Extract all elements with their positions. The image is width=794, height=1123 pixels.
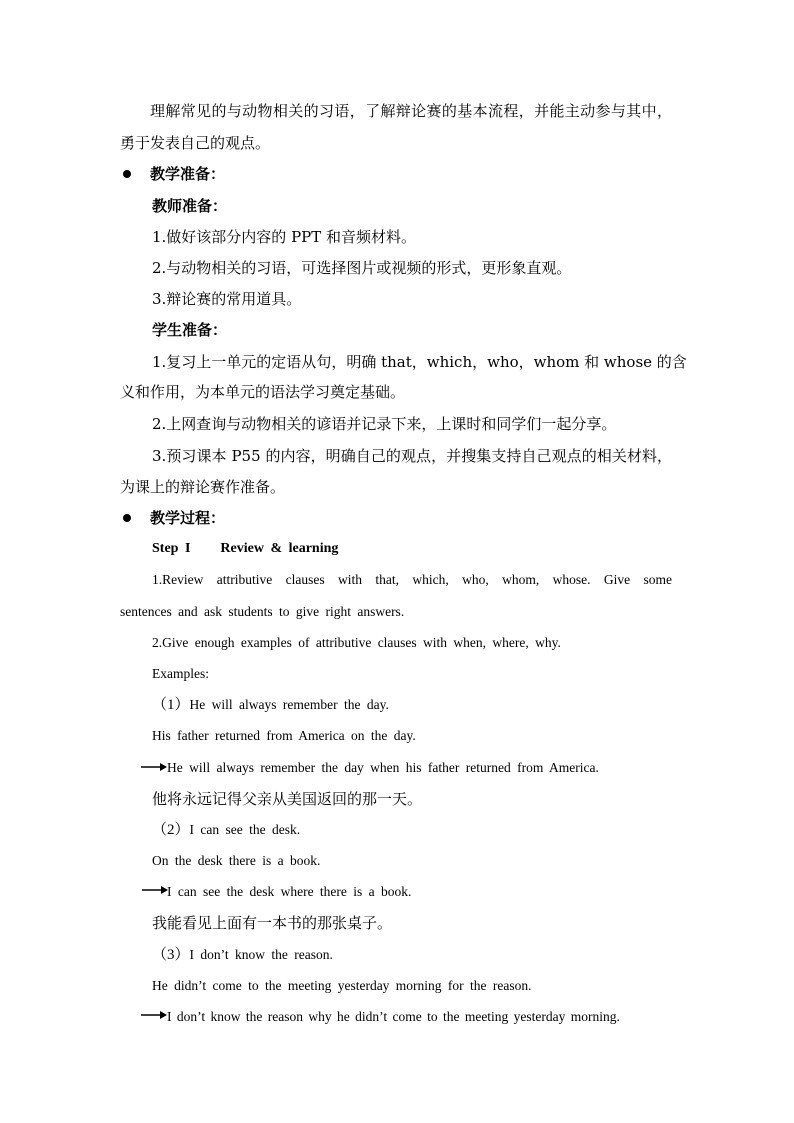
process-heading: 教学过程： — [150, 509, 226, 527]
student-item-2: 2.上网查询与动物相关的谚语并记录下来，上课时和同学们一起分享。 — [152, 415, 617, 433]
example-1-sentence-b: His father returned from America on the day. — [152, 728, 416, 743]
teacher-item-1: 1.做好该部分内容的 PPT 和音频材料。 — [152, 228, 417, 246]
student-item-1-line-1: 1.复习上一单元的定语从句，明确 that，which，who，whom 和 whose 的含 — [152, 353, 687, 371]
example-1-sentence-a: （1）He will always remember the day. — [152, 697, 389, 713]
bullet-icon — [123, 514, 131, 522]
prep-heading: 教学准备： — [150, 165, 226, 183]
arrow-right-icon — [142, 885, 168, 895]
example-2-sentence-a: （2）I can see the desk. — [152, 822, 301, 838]
student-item-3-line-1: 3.预习课本 P55 的内容，明确自己的观点，并搜集支持自己观点的相关材料， — [152, 447, 672, 465]
example-1-chinese: 他将永远记得父亲从美国返回的那一天。 — [152, 790, 423, 808]
intro-line-2: 勇于发表自己的观点。 — [120, 134, 271, 152]
arrow-right-icon — [141, 1010, 167, 1020]
teacher-prep-heading: 教师准备： — [152, 197, 228, 215]
example-3-combined: I don’t know the reason why he didn’t come to the meeting yesterday morning. — [167, 1009, 620, 1024]
process-item-1-line-2: sentences and ask students to give right answers. — [120, 604, 405, 619]
bullet-icon — [123, 170, 131, 178]
student-item-1-line-2: 义和作用，为本单元的语法学习奠定基础。 — [120, 383, 406, 401]
process-item-2: 2.Give enough examples of attributive clauses with when, where, why. — [152, 635, 561, 650]
example-2-chinese: 我能看见上面有一本书的那张桌子。 — [152, 914, 393, 932]
intro-line-1: 理解常见的与动物相关的习语，了解辩论赛的基本流程，并能主动参与其中， — [150, 102, 672, 120]
step-title: Review & learning — [220, 541, 339, 556]
example-3-sentence-a: （3）I don’t know the reason. — [152, 947, 333, 963]
teacher-item-3: 3.辩论赛的常用道具。 — [152, 290, 302, 308]
example-2-sentence-b: On the desk there is a book. — [152, 853, 321, 868]
example-1-combined: He will always remember the day when his father returned from America. — [167, 760, 599, 775]
step-heading — [152, 539, 338, 559]
example-1-number: （1） — [152, 697, 190, 713]
step-label: Step I — [152, 541, 191, 556]
teacher-item-2: 2.与动物相关的习语，可选择图片或视频的形式，更形象直观。 — [152, 259, 572, 277]
example-3-sentence-b: He didn’t come to the meeting yesterday morning for the reason. — [152, 978, 532, 993]
arrow-right-icon — [141, 762, 167, 772]
student-item-3-line-2: 为课上的辩论赛作准备。 — [120, 478, 286, 496]
example-3-number: （3） — [152, 947, 190, 963]
student-prep-heading: 学生准备： — [152, 321, 228, 339]
example-2-combined: I can see the desk where there is a book. — [167, 884, 412, 899]
examples-label: Examples: — [152, 666, 209, 681]
process-item-1-line-1: 1.Review attributive clauses with that, which, who, whom, whose. Give some — [152, 572, 672, 587]
example-2-number: （2） — [152, 822, 190, 838]
